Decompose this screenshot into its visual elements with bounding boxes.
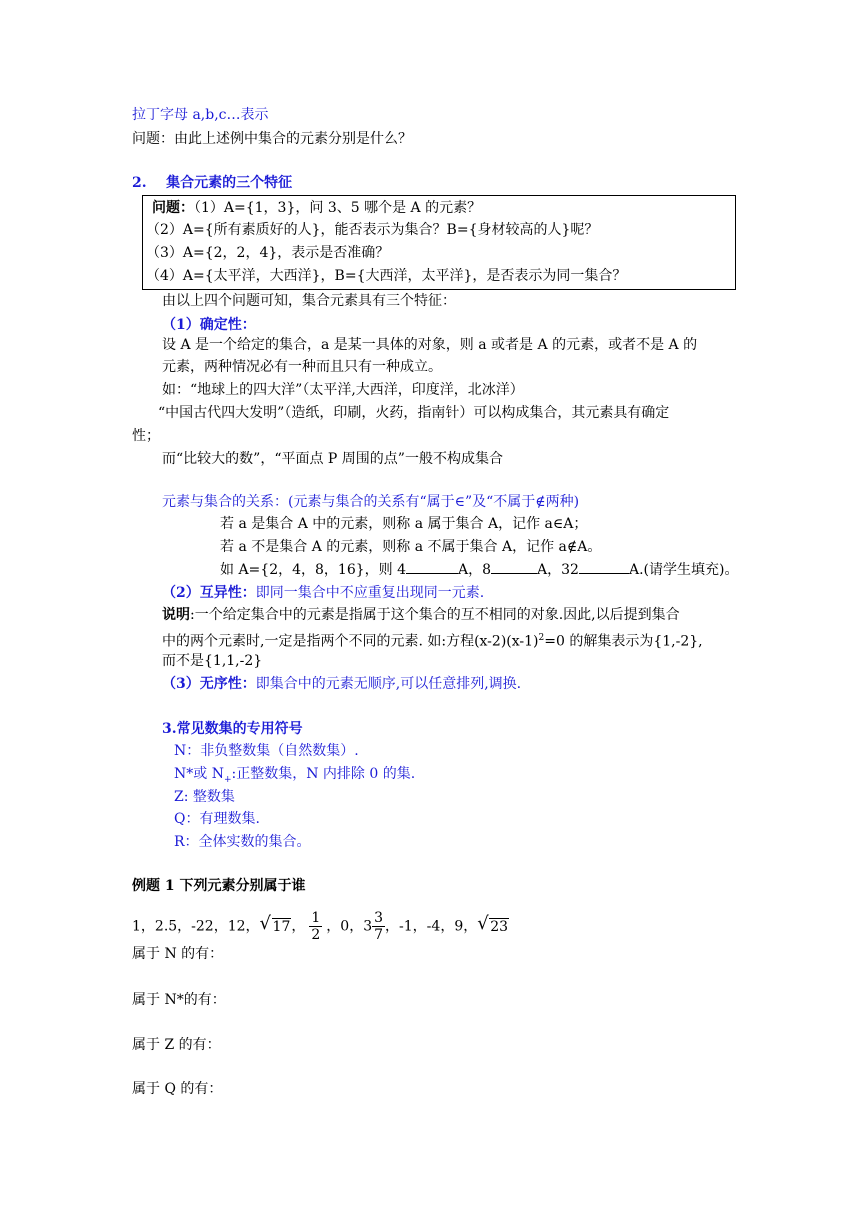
note-text-2b: =0 的解集表示为{1,-2}, (544, 633, 703, 650)
mixed-numerator: 3 (374, 910, 384, 926)
note-label: 说明 (162, 607, 190, 623)
fill-blank-32[interactable] (579, 561, 629, 574)
distinctness-note-1 (162, 606, 680, 624)
fill-text-b: A，8 (458, 562, 492, 578)
relation-line-1: 若 a 是集合 A 中的元素，则称 a 属于集合 A，记作 a∈A； (220, 516, 588, 532)
distinctness-title: （2）互异性： (162, 585, 256, 601)
numset-r: R：全体实数的集合。 (174, 834, 311, 850)
example-1-title: 例题 1 下列元素分别属于谁 (132, 878, 306, 894)
relation-fill-line (220, 561, 738, 579)
question-label: 问题： (152, 200, 194, 216)
determinacy-example-2-cont: 性； (132, 428, 160, 444)
numset-n: N：非负整数集（自然数集）. (174, 743, 359, 759)
mixed-whole: 3 (363, 918, 373, 935)
list-sep-2: ，0， (326, 918, 364, 935)
determinacy-example-3: 而“比较大的数”，“平面点 P 周围的点”一般不构成集合 (162, 451, 503, 467)
list-sep-1: ， (291, 918, 306, 935)
summary-line: 由以上四个问题可知，集合元素具有三个特征： (162, 293, 456, 309)
fill-text-a: 如 A={2，4，8，16}，则 4 (220, 562, 406, 578)
fraction-three-sevenths (372, 910, 385, 943)
nstar-text-b: :正整数集，N 内排除 0 的集. (231, 766, 416, 782)
determinacy-title: （1）确定性： (162, 317, 256, 333)
determinacy-text-1: 设 A 是一个给定的集合，a 是某一具体的对象，则 a 或者是 A 的元素，或者不是 A 的 (162, 337, 698, 353)
unordered-title: （3）无序性： (162, 676, 256, 692)
belongs-z: 属于 Z 的有： (132, 1037, 221, 1053)
question-4: （4）A={太平洋，大西洋}，B={大西洋，太平洋}，是否表示为同一集合？ (146, 268, 627, 284)
unordered-line (162, 675, 521, 693)
question-3: （3）A={2，2，4}，表示是否准确？ (146, 245, 390, 261)
fraction-denominator: 2 (311, 927, 321, 943)
nstar-text-a: N*或 N (174, 766, 224, 782)
fill-text-d: A.(请学生填充)。 (628, 562, 739, 578)
note-text-1: :一个给定集合中的元素是指属于这个集合的互不相同的对象.因此,以后提到集合 (190, 607, 680, 623)
fill-blank-4[interactable] (406, 561, 458, 574)
intro-line-1: 拉丁字母 a,b,c…表示 (132, 107, 269, 123)
question-1-text: （1）A={1，3}，问 3、5 哪个是 A 的元素？ (194, 200, 482, 216)
determinacy-example-1: 如：“地球上的四大洋”（太平洋,大西洋，印度洋，北冰洋） (162, 382, 524, 398)
radical-sign: √ (477, 912, 489, 934)
distinctness-note-3: 而不是{1,1,-2} (162, 653, 263, 669)
radical-sign: √ (259, 912, 272, 934)
intro-question: 问题：由此上述例中集合的元素分别是什么？ (132, 131, 412, 147)
belongs-n: 属于 N 的有： (132, 946, 224, 962)
nstar-subscript: + (223, 774, 232, 785)
mixed-denominator: 7 (374, 927, 384, 943)
unordered-text: 即集合中的元素无顺序,可以任意排列,调换. (255, 676, 522, 692)
numset-z: Z: 整数集 (174, 789, 235, 805)
example-1-list (132, 910, 509, 943)
belongs-nstar: 属于 N*的有： (132, 992, 226, 1008)
question-2: （2）A={所有素质好的人}，能否表示为集合？B={身材较高的人}呢？ (146, 222, 599, 238)
distinctness-line (162, 584, 484, 602)
section-2-title: 集合元素的三个特征 (166, 175, 293, 191)
determinacy-example-2: “中国古代四大发明”（造纸，印刷，火药，指南针）可以构成集合，其元素具有确定 (158, 405, 670, 421)
belongs-q: 属于 Q 的有： (132, 1081, 223, 1097)
relation-line-2: 若 a 不是集合 A 的元素，则称 a 不属于集合 A，记作 a∉A。 (220, 539, 602, 555)
determinacy-text-2: 元素，两种情况必有一种而且只有一种成立。 (162, 359, 442, 375)
fraction-numerator: 1 (311, 910, 321, 926)
note-superscript: 2 (538, 633, 545, 643)
section-3-title: 3.常见数集的专用符号 (162, 721, 303, 737)
sqrt-23 (477, 912, 509, 937)
fill-blank-8[interactable] (491, 561, 537, 574)
fraction-one-half (309, 910, 322, 943)
list-sep-3: ，-1，-4，9， (385, 918, 478, 935)
sqrt-17-value: 17 (272, 918, 291, 935)
distinctness-text: 即同一集合中不应重复出现同一元素. (255, 585, 485, 601)
section-2-number: 2. (132, 175, 147, 191)
note-text-2a: 中的两个元素时,一定是指两个不同的元素. 如:方程(x-2)(x-1) (162, 633, 539, 650)
relation-title: 元素与集合的关系：(元素与集合的关系有“属于∈”及“不属于∉两种) (162, 494, 580, 510)
sqrt-17 (259, 912, 292, 937)
list-prefix: 1，2.5，-22，12， (132, 918, 260, 935)
numset-nstar (174, 765, 415, 789)
numset-q: Q：有理数集. (174, 811, 260, 827)
fill-text-c: A，32 (537, 562, 579, 578)
question-1 (152, 199, 481, 217)
section-2-heading (132, 174, 292, 192)
distinctness-note-2 (162, 629, 703, 651)
sqrt-23-value: 23 (490, 918, 509, 935)
